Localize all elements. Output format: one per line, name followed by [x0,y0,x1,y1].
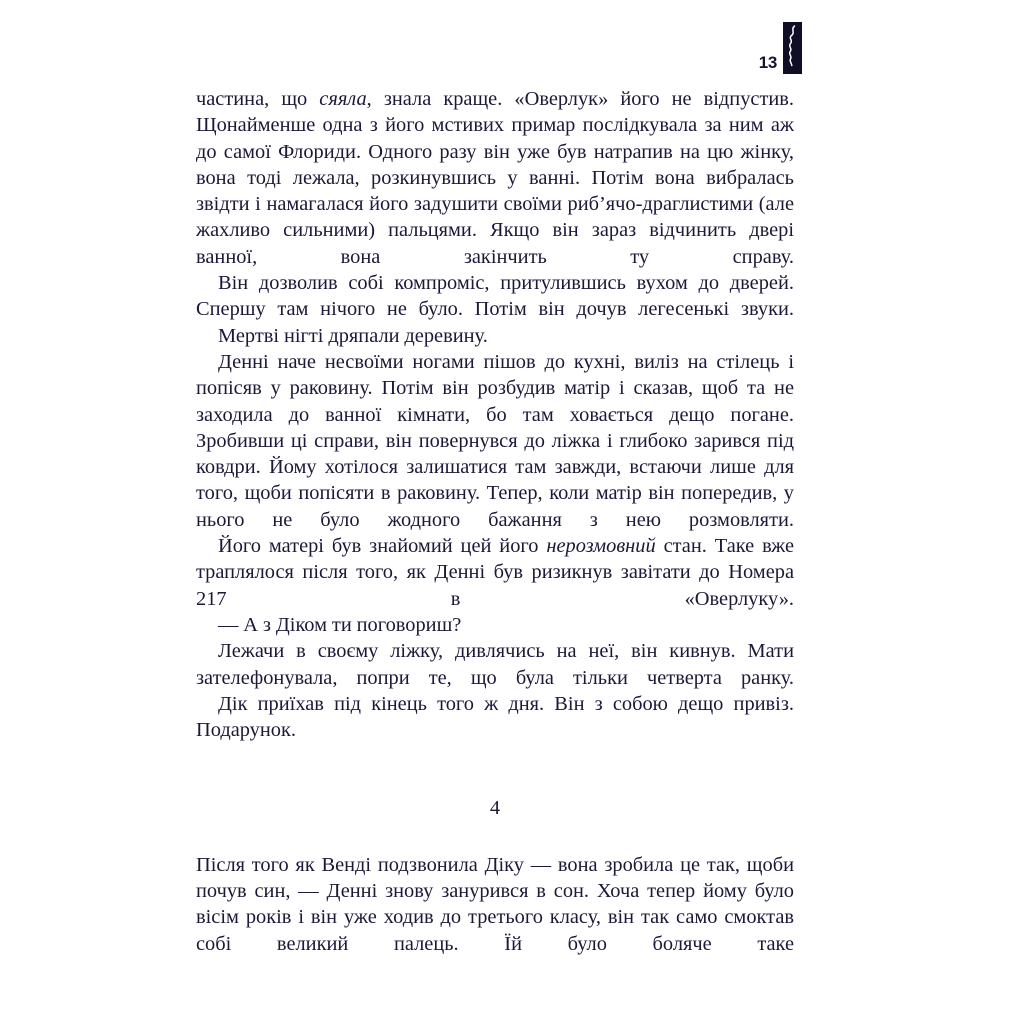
paragraph: Лежачи в своєму ліжку, дивлячись на неї, він кивнув. Мати зателефонувала, попри те, що була тільки четверта ранку. [196,640,794,689]
page-number: 13 [758,53,777,72]
paragraph: Денні наче несвоїми ногами пішов до кухні, виліз на стілець і попісяв у раковину. Потім він розбудив матір і сказав, щоб та не заходила до ванної кімнати, бо там ховається дещо погане. Зробивши ці справи, він повернувся до ліжка і глибоко зарився під ковдри. Йому хотілося залишатися там завжди, встаючи лише для того, щоби попісяти в раковину. Тепер, коли матір він попередив, у нього не було жодного бажання з нею розмовляти. [196,350,794,531]
paragraph: Мертві нігті дряпали деревину. [218,324,488,347]
section-spacer-top [196,743,794,795]
paragraph: Його матері був знайомий цей його нерозмовний стан. Таке вже траплялося після того, як Денні був ризикнув завітати до Номера 217 в «Оверлуку». [196,535,794,610]
paragraph: частина, що сяяла, знала краще. «Оверлук» його не відпустив. Щонайменше одна з його мстивих примар послідкувала за ним аж до самої Флориди. Одного разу він уже був натрапив на цю жінку, вона тоді лежала, розкинувшись у ванні. Потім вона вибралась звідти і намагалася його задушити своїми риб’ячо-драглистими (але жахливо сильними) пальцями. Якщо він зараз відчинить двері ванної, вона закінчить ту справу. [196,88,794,268]
squiggle-ornament-icon [783,22,802,74]
emphasis: нерозмовний [546,535,656,558]
paragraph: Дік приїхав під кінець того ж дня. Він з собою дещо привіз. Подарунок. [196,692,794,742]
running-head [759,18,802,74]
paragraph: — А з Діком ти поговориш? [218,613,462,636]
section-number: 4 [489,797,501,820]
text-column [196,86,794,957]
emphasis: сяяла [319,88,367,110]
section-spacer-bottom [196,822,794,852]
paragraph: Після того як Венді подзвонила Діку — вона зробила це так, щоби почув син, — Денні знову занурився в сон. Хоча тепер йому було вісім років і він уже ходив до третього класу, він так само смоктав собі великий палець. Їй було боляче таке [196,853,794,955]
paragraph: Він дозволив собі компроміс, притулившись вухом до дверей. Спершу там нічого не було. Потім він дочув легесенькі звуки. [196,272,794,321]
